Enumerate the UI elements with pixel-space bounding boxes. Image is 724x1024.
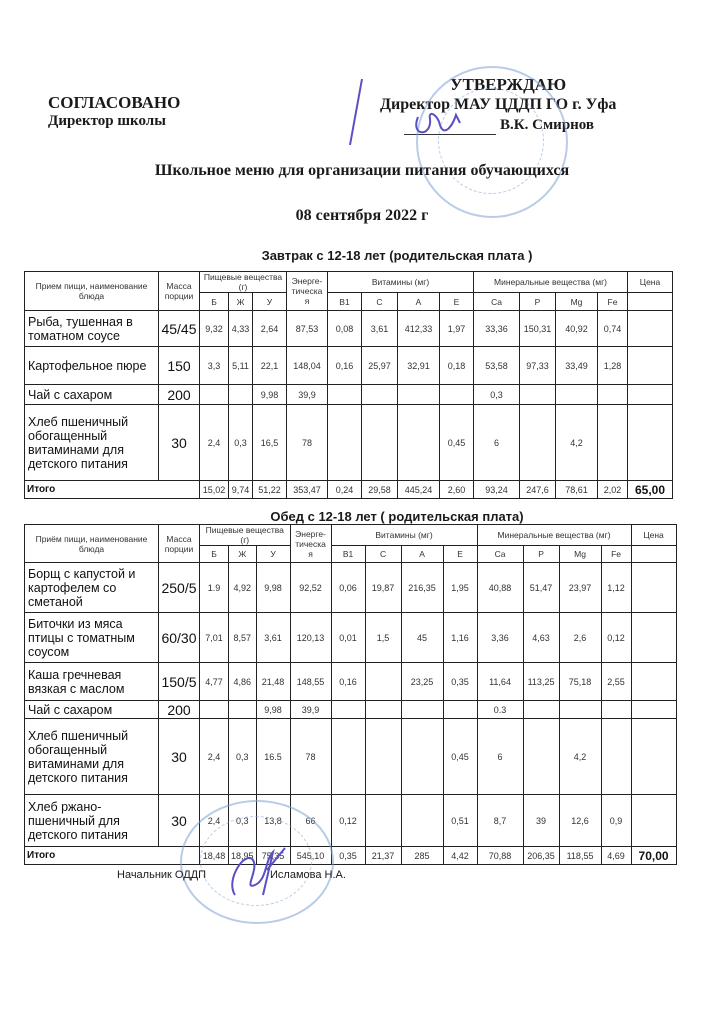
total-zh: 18,95 bbox=[229, 847, 257, 865]
header-zh: Ж bbox=[229, 293, 253, 311]
cell-e: 0,18 bbox=[440, 347, 474, 385]
cell-u: 16,5 bbox=[253, 405, 287, 481]
cell-c: 19,87 bbox=[365, 563, 401, 613]
cell-price bbox=[631, 563, 676, 613]
total-ca: 93,24 bbox=[474, 481, 520, 499]
cell-c: 25,97 bbox=[362, 347, 398, 385]
cell-fe bbox=[598, 405, 628, 481]
header-b1: B1 bbox=[331, 546, 365, 563]
total-row bbox=[25, 847, 677, 865]
cell-c bbox=[365, 663, 401, 701]
header-energy: Энерге-тическа я bbox=[290, 525, 331, 563]
header-c: C bbox=[362, 293, 398, 311]
approve-heading: УТВЕРЖДАЮ bbox=[450, 75, 567, 94]
cell-b1: 0,06 bbox=[331, 563, 365, 613]
approve-name: В.К. Смирнов bbox=[500, 117, 595, 133]
cell-fe bbox=[601, 719, 631, 795]
total-zh: 9,74 bbox=[229, 481, 253, 499]
cell-zh: 0,3 bbox=[229, 795, 257, 847]
cell-zh bbox=[229, 385, 253, 405]
cell-e: 0,45 bbox=[443, 719, 477, 795]
cell-energy: 78 bbox=[287, 405, 328, 481]
dish-name: Хлеб пшеничный обогащенный витаминами для детского питания bbox=[25, 719, 159, 795]
table-row bbox=[25, 613, 677, 663]
cell-ca: 6 bbox=[477, 719, 523, 795]
cell-a: 216,35 bbox=[401, 563, 443, 613]
dish-mass: 30 bbox=[159, 795, 200, 847]
header-mass: Масса порции bbox=[159, 525, 200, 563]
cell-price bbox=[631, 663, 676, 701]
cell-a bbox=[401, 719, 443, 795]
total-c: 21,37 bbox=[365, 847, 401, 865]
header-fe: Fe bbox=[601, 546, 631, 563]
header-b1: B1 bbox=[328, 293, 362, 311]
total-b: 15,02 bbox=[200, 481, 229, 499]
cell-price bbox=[628, 311, 673, 347]
cell-b1 bbox=[328, 405, 362, 481]
total-u: 75,35 bbox=[256, 847, 290, 865]
cell-p: 113,25 bbox=[523, 663, 559, 701]
cell-b: 7,01 bbox=[200, 613, 229, 663]
dish-name: Чай с сахаром bbox=[25, 385, 159, 405]
table-row bbox=[25, 405, 673, 481]
approve-position: Директор МАУ ЦДДП ГО г. Уфа bbox=[380, 96, 617, 113]
cell-u: 9,98 bbox=[253, 385, 287, 405]
table-row bbox=[25, 385, 673, 405]
cell-energy: 148,55 bbox=[290, 663, 331, 701]
cell-u: 22,1 bbox=[253, 347, 287, 385]
cell-b1 bbox=[328, 385, 362, 405]
header-minerals: Минеральные вещества (мг) bbox=[477, 525, 631, 546]
dish-mass: 250/5 bbox=[159, 563, 200, 613]
header-e: E bbox=[440, 293, 474, 311]
cell-u: 2,64 bbox=[253, 311, 287, 347]
dish-name: Рыба, тушенная в томатном соусе bbox=[25, 311, 159, 347]
dish-mass: 150 bbox=[159, 347, 200, 385]
header-a: A bbox=[401, 546, 443, 563]
cell-u: 13,8 bbox=[256, 795, 290, 847]
table-row bbox=[25, 719, 677, 795]
cell-b1 bbox=[331, 701, 365, 719]
cell-b: 2,4 bbox=[200, 795, 229, 847]
cell-price bbox=[628, 385, 673, 405]
cell-zh: 8,57 bbox=[229, 613, 257, 663]
cell-b: 2,4 bbox=[200, 719, 229, 795]
cell-e: 0,45 bbox=[440, 405, 474, 481]
cell-a bbox=[401, 795, 443, 847]
header-ca: Ca bbox=[474, 293, 520, 311]
total-fe: 4,69 bbox=[601, 847, 631, 865]
cell-p bbox=[523, 701, 559, 719]
header-energy: Энерге-тическа я bbox=[287, 272, 328, 311]
total-ca: 70,88 bbox=[477, 847, 523, 865]
cell-mg bbox=[559, 701, 601, 719]
cell-b: 4,77 bbox=[200, 663, 229, 701]
cell-e: 0,35 bbox=[443, 663, 477, 701]
table-row bbox=[25, 347, 673, 385]
cell-energy: 148,04 bbox=[287, 347, 328, 385]
cell-e: 0,51 bbox=[443, 795, 477, 847]
cell-u: 16.5 bbox=[256, 719, 290, 795]
cell-b: 2,4 bbox=[200, 405, 229, 481]
header-dish: Приём пищи, наименование блюда bbox=[25, 525, 159, 563]
cell-ca: 53,58 bbox=[474, 347, 520, 385]
cell-zh: 0,3 bbox=[229, 405, 253, 481]
cell-c bbox=[365, 719, 401, 795]
header-mg: Mg bbox=[559, 546, 601, 563]
table-row bbox=[25, 311, 673, 347]
cell-price bbox=[631, 719, 676, 795]
header-price-empty bbox=[628, 293, 673, 311]
cell-zh: 0,3 bbox=[229, 719, 257, 795]
dish-name: Картофельное пюре bbox=[25, 347, 159, 385]
cell-c bbox=[365, 701, 401, 719]
dish-name: Борщ с капустой и картофелем со сметаной bbox=[25, 563, 159, 613]
header-c: C bbox=[365, 546, 401, 563]
header-p: P bbox=[520, 293, 556, 311]
cell-c: 3,61 bbox=[362, 311, 398, 347]
table-row bbox=[25, 563, 677, 613]
header-mass: Масса порции bbox=[159, 272, 200, 311]
document-date: 08 сентября 2022 г bbox=[295, 207, 429, 224]
total-a: 285 bbox=[401, 847, 443, 865]
total-label: Итого bbox=[25, 847, 200, 865]
cell-fe: 1,28 bbox=[598, 347, 628, 385]
header-dish: Прием пищи, наименование блюда bbox=[25, 272, 159, 311]
header-a: A bbox=[398, 293, 440, 311]
header-e: E bbox=[443, 546, 477, 563]
cell-e: 1,16 bbox=[443, 613, 477, 663]
cell-mg: 23,97 bbox=[559, 563, 601, 613]
cell-fe: 0,12 bbox=[601, 613, 631, 663]
dish-mass: 200 bbox=[159, 385, 200, 405]
dish-mass: 30 bbox=[159, 405, 200, 481]
cell-fe bbox=[598, 385, 628, 405]
cell-mg bbox=[556, 385, 598, 405]
cell-zh bbox=[229, 701, 257, 719]
cell-u: 9,98 bbox=[256, 701, 290, 719]
cell-price bbox=[631, 795, 676, 847]
breakfast-table bbox=[24, 271, 673, 499]
total-row bbox=[25, 481, 673, 499]
agreed-heading: СОГЛАСОВАНО bbox=[48, 93, 181, 112]
header-b: Б bbox=[200, 293, 229, 311]
cell-b bbox=[200, 701, 229, 719]
total-b: 18,48 bbox=[200, 847, 229, 865]
cell-ca: 8,7 bbox=[477, 795, 523, 847]
cell-u: 21,48 bbox=[256, 663, 290, 701]
cell-fe: 2,55 bbox=[601, 663, 631, 701]
total-u: 51,22 bbox=[253, 481, 287, 499]
cell-mg: 4,2 bbox=[556, 405, 598, 481]
total-price: 70,00 bbox=[631, 847, 676, 865]
header-nutrients: Пищевые вещества (г) bbox=[200, 272, 287, 293]
total-c: 29,58 bbox=[362, 481, 398, 499]
header-p: P bbox=[523, 546, 559, 563]
cell-energy: 39,9 bbox=[287, 385, 328, 405]
cell-energy: 92,52 bbox=[290, 563, 331, 613]
document-title: Школьное меню для организации питания обучающихся bbox=[154, 162, 570, 179]
cell-price bbox=[628, 405, 673, 481]
cell-b1: 0,16 bbox=[328, 347, 362, 385]
cell-b1: 0,12 bbox=[331, 795, 365, 847]
total-b1: 0,24 bbox=[328, 481, 362, 499]
cell-u: 3,61 bbox=[256, 613, 290, 663]
lunch-table bbox=[24, 524, 677, 865]
dish-mass: 60/30 bbox=[159, 613, 200, 663]
total-b1: 0,35 bbox=[331, 847, 365, 865]
cell-mg: 40,92 bbox=[556, 311, 598, 347]
cell-b bbox=[200, 385, 229, 405]
cell-ca: 0,3 bbox=[474, 385, 520, 405]
table-row bbox=[25, 663, 677, 701]
cell-mg: 2,6 bbox=[559, 613, 601, 663]
cell-fe: 1,12 bbox=[601, 563, 631, 613]
footer-name: Исламова Н.А. bbox=[270, 869, 346, 881]
agreed-position: Директор школы bbox=[48, 113, 166, 129]
cell-zh: 4,92 bbox=[229, 563, 257, 613]
dish-mass: 200 bbox=[159, 701, 200, 719]
cell-p bbox=[520, 405, 556, 481]
lunch-caption: Обед с 12-18 лет ( родительская плата) bbox=[270, 509, 524, 524]
header-mg: Mg bbox=[556, 293, 598, 311]
header-u: У bbox=[253, 293, 287, 311]
cell-a: 412,33 bbox=[398, 311, 440, 347]
cell-c: 1,5 bbox=[365, 613, 401, 663]
cell-a: 45 bbox=[401, 613, 443, 663]
cell-a: 32,91 bbox=[398, 347, 440, 385]
cell-b: 1.9 bbox=[200, 563, 229, 613]
cell-mg: 33,49 bbox=[556, 347, 598, 385]
total-p: 247,6 bbox=[520, 481, 556, 499]
cell-a bbox=[398, 405, 440, 481]
cell-a: 23,25 bbox=[401, 663, 443, 701]
cell-ca: 11,64 bbox=[477, 663, 523, 701]
cell-u: 9,98 bbox=[256, 563, 290, 613]
cell-b1: 0,16 bbox=[331, 663, 365, 701]
dish-name: Биточки из мяса птицы с томатным соусом bbox=[25, 613, 159, 663]
cell-price bbox=[631, 613, 676, 663]
cell-p: 97,33 bbox=[520, 347, 556, 385]
dish-name: Каша гречневая вязкая с маслом bbox=[25, 663, 159, 701]
cell-energy: 120,13 bbox=[290, 613, 331, 663]
header-price: Цена bbox=[631, 525, 676, 546]
cell-a bbox=[398, 385, 440, 405]
header-u: У bbox=[256, 546, 290, 563]
signature-top bbox=[340, 75, 470, 155]
header-nutrients: Пищевые вещества (г) bbox=[200, 525, 291, 546]
cell-b: 9,32 bbox=[200, 311, 229, 347]
cell-ca: 3,36 bbox=[477, 613, 523, 663]
header-minerals: Минеральные вещества (мг) bbox=[474, 272, 628, 293]
cell-b1: 0,01 bbox=[331, 613, 365, 663]
dish-mass: 45/45 bbox=[159, 311, 200, 347]
cell-p bbox=[523, 719, 559, 795]
cell-ca: 0.3 bbox=[477, 701, 523, 719]
cell-c bbox=[365, 795, 401, 847]
header-ca: Ca bbox=[477, 546, 523, 563]
cell-zh: 5,11 bbox=[229, 347, 253, 385]
dish-name: Хлеб ржано-пшеничный для детского питания bbox=[25, 795, 159, 847]
cell-c bbox=[362, 405, 398, 481]
total-mg: 118,55 bbox=[559, 847, 601, 865]
header-price-empty bbox=[631, 546, 676, 563]
cell-energy: 78 bbox=[290, 719, 331, 795]
header-zh: Ж bbox=[229, 546, 257, 563]
total-p: 206,35 bbox=[523, 847, 559, 865]
dish-mass: 30 bbox=[159, 719, 200, 795]
table-row bbox=[25, 795, 677, 847]
cell-fe: 0,9 bbox=[601, 795, 631, 847]
breakfast-caption: Завтрак с 12-18 лет (родительская плата ) bbox=[261, 248, 533, 263]
cell-fe: 0,74 bbox=[598, 311, 628, 347]
total-mg: 78,61 bbox=[556, 481, 598, 499]
total-energy: 545,10 bbox=[290, 847, 331, 865]
cell-p: 150,31 bbox=[520, 311, 556, 347]
cell-b1: 0,08 bbox=[328, 311, 362, 347]
total-label: Итого bbox=[25, 481, 200, 499]
cell-p bbox=[520, 385, 556, 405]
cell-p: 39 bbox=[523, 795, 559, 847]
cell-mg: 12,6 bbox=[559, 795, 601, 847]
cell-energy: 87,53 bbox=[287, 311, 328, 347]
cell-ca: 40,88 bbox=[477, 563, 523, 613]
total-energy: 353,47 bbox=[287, 481, 328, 499]
cell-e bbox=[440, 385, 474, 405]
total-price: 65,00 bbox=[628, 481, 673, 499]
cell-mg: 4,2 bbox=[559, 719, 601, 795]
cell-a bbox=[401, 701, 443, 719]
cell-zh: 4,86 bbox=[229, 663, 257, 701]
cell-c bbox=[362, 385, 398, 405]
cell-price bbox=[631, 701, 676, 719]
footer-role: Начальник ОДДП bbox=[117, 869, 207, 881]
cell-b: 3,3 bbox=[200, 347, 229, 385]
total-e: 2,60 bbox=[440, 481, 474, 499]
cell-p: 51,47 bbox=[523, 563, 559, 613]
cell-ca: 33,36 bbox=[474, 311, 520, 347]
cell-b1 bbox=[331, 719, 365, 795]
cell-e: 1,97 bbox=[440, 311, 474, 347]
cell-ca: 6 bbox=[474, 405, 520, 481]
dish-name: Чай с сахаром bbox=[25, 701, 159, 719]
header-fe: Fe bbox=[598, 293, 628, 311]
total-a: 445,24 bbox=[398, 481, 440, 499]
dish-name: Хлеб пшеничный обогащенный витаминами для детского питания bbox=[25, 405, 159, 481]
header-vitamins: Витамины (мг) bbox=[331, 525, 477, 546]
cell-fe bbox=[601, 701, 631, 719]
header-b: Б bbox=[200, 546, 229, 563]
header-vitamins: Витамины (мг) bbox=[328, 272, 474, 293]
dish-mass: 150/5 bbox=[159, 663, 200, 701]
cell-zh: 4,33 bbox=[229, 311, 253, 347]
cell-e: 1,95 bbox=[443, 563, 477, 613]
cell-energy: 39,9 bbox=[290, 701, 331, 719]
header-price: Цена bbox=[628, 272, 673, 293]
cell-energy: 66 bbox=[290, 795, 331, 847]
total-fe: 2,02 bbox=[598, 481, 628, 499]
cell-price bbox=[628, 347, 673, 385]
cell-mg: 75,18 bbox=[559, 663, 601, 701]
cell-e bbox=[443, 701, 477, 719]
cell-p: 4,63 bbox=[523, 613, 559, 663]
total-e: 4,42 bbox=[443, 847, 477, 865]
table-row bbox=[25, 701, 677, 719]
